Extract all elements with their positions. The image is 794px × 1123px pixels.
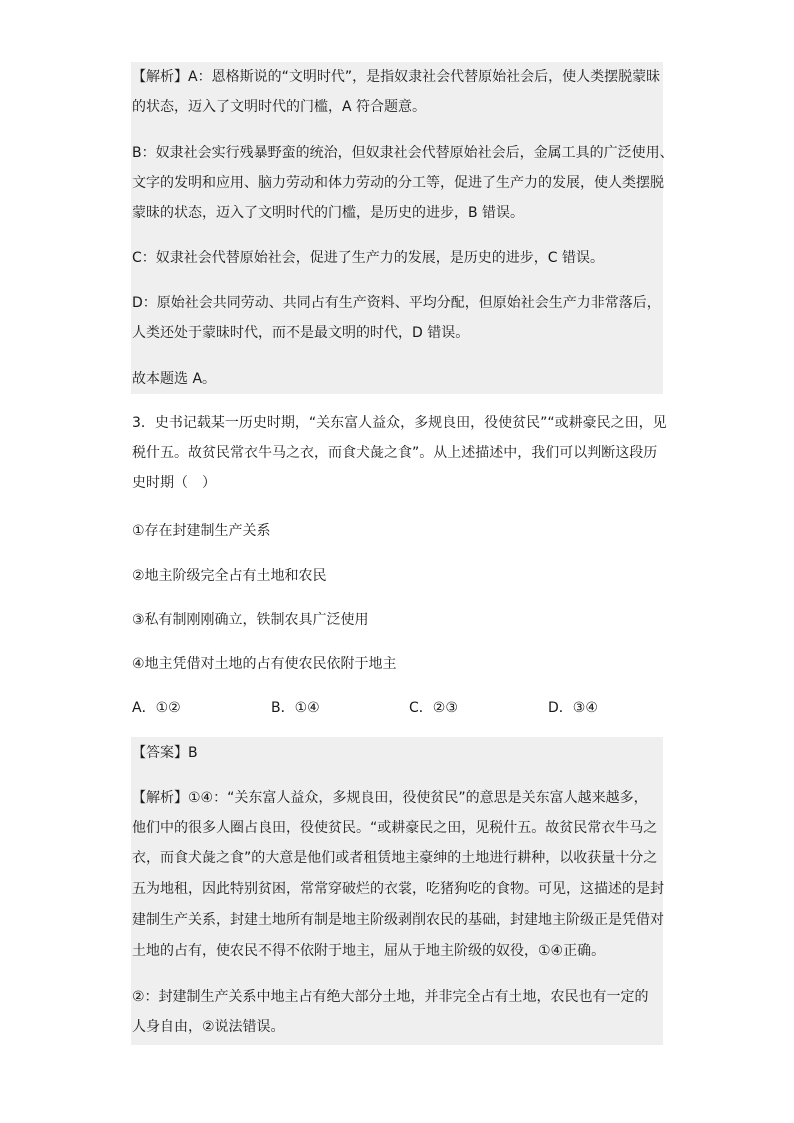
analysis-a-line: 的状态，迈入了文明时代的门槛，A 符合题意。 [132, 99, 427, 115]
analysis-14-line: 他们中的很多人圈占良田，役使贫民。“或耕豪民之田，见税什五。故贫民常衣牛马之 [132, 820, 658, 836]
option-b: B．①④ [271, 700, 320, 716]
statement-4: ④地主凭借对土地的占有使农民依附于地主 [132, 656, 397, 672]
analysis-d-line: 人类还处于蒙昧时代，而不是最文明的时代，D 错误。 [132, 325, 470, 341]
analysis-14-line: 土地的占有，使农民不得不依附于地主，屈从于地主阶级的奴役，①④正确。 [132, 943, 606, 959]
question-3-stem-line: 税什五。故贫民常衣牛马之衣，而食犬彘之食”。从上述描述中，我们可以判断这段历 [132, 445, 658, 461]
statement-3: ③私有制刚刚确立，铁制农具广泛使用 [132, 612, 369, 628]
question-3-stem-line: 史时期（ ） [132, 475, 216, 491]
option-a: A．①② [132, 700, 181, 716]
analysis-2-line: 人身自由，②说法错误。 [132, 1019, 285, 1035]
analysis-14-line: 衣，而食犬彘之食”的大意是他们或者租赁地主豪绅的土地进行耕种，以收获量十分之 [132, 850, 658, 866]
question-3-stem-line: 3．史书记载某一历史时期，“关东富人益众，多规良田，役使贫民”“或耕豪民之田，见 [132, 415, 667, 431]
analysis-2-line: ②：封建制生产关系中地主占有绝大部分土地，并非完全占有土地，农民也有一定的 [132, 989, 649, 1005]
analysis-b-line: 蒙昧的状态，迈入了文明时代的门槛，是历史的进步，B 错误。 [132, 205, 525, 221]
analysis-14-line: 五为地租，因此特别贫困，常常穿破烂的衣裳，吃猪狗吃的食物。可见，这描述的是封 [132, 881, 664, 897]
statement-1: ①存在封建制生产关系 [132, 523, 271, 539]
option-c: C．②③ [409, 700, 458, 716]
conclusion-line: 故本题选 A。 [132, 371, 217, 387]
analysis-a-line: 【解析】A：恩格斯说的“文明时代”，是指奴隶社会代替原始社会后，使人类摆脱蒙昧 [132, 69, 661, 85]
analysis-14-line: 建制生产关系，封建土地所有制是地主阶级剥削农民的基础，封建地主阶级正是凭借对 [132, 912, 664, 928]
answer-line: 【答案】B [132, 745, 198, 761]
analysis-c-line: C：奴隶社会代替原始社会，促进了生产力的发展，是历史的进步，C 错误。 [132, 250, 604, 266]
analysis-b-line: 文字的发明和应用、脑力劳动和体力劳动的分工等，促进了生产力的发展，使人类摆脱 [132, 175, 664, 191]
option-d: D．③④ [548, 700, 598, 716]
statement-2: ②地主阶级完全占有土地和农民 [132, 568, 327, 584]
analysis-d-line: D：原始社会共同劳动、共同占有生产资料、平均分配，但原始社会生产力非常落后， [132, 295, 661, 311]
analysis-b-line: B：奴隶社会实行残暴野蛮的统治，但奴隶社会代替原始社会后，金属工具的广泛使用、 [132, 145, 674, 161]
analysis-14-line: 【解析】①④：“关东富人益众，多规良田，役使贫民”的意思是关东富人越来越多， [132, 790, 648, 806]
